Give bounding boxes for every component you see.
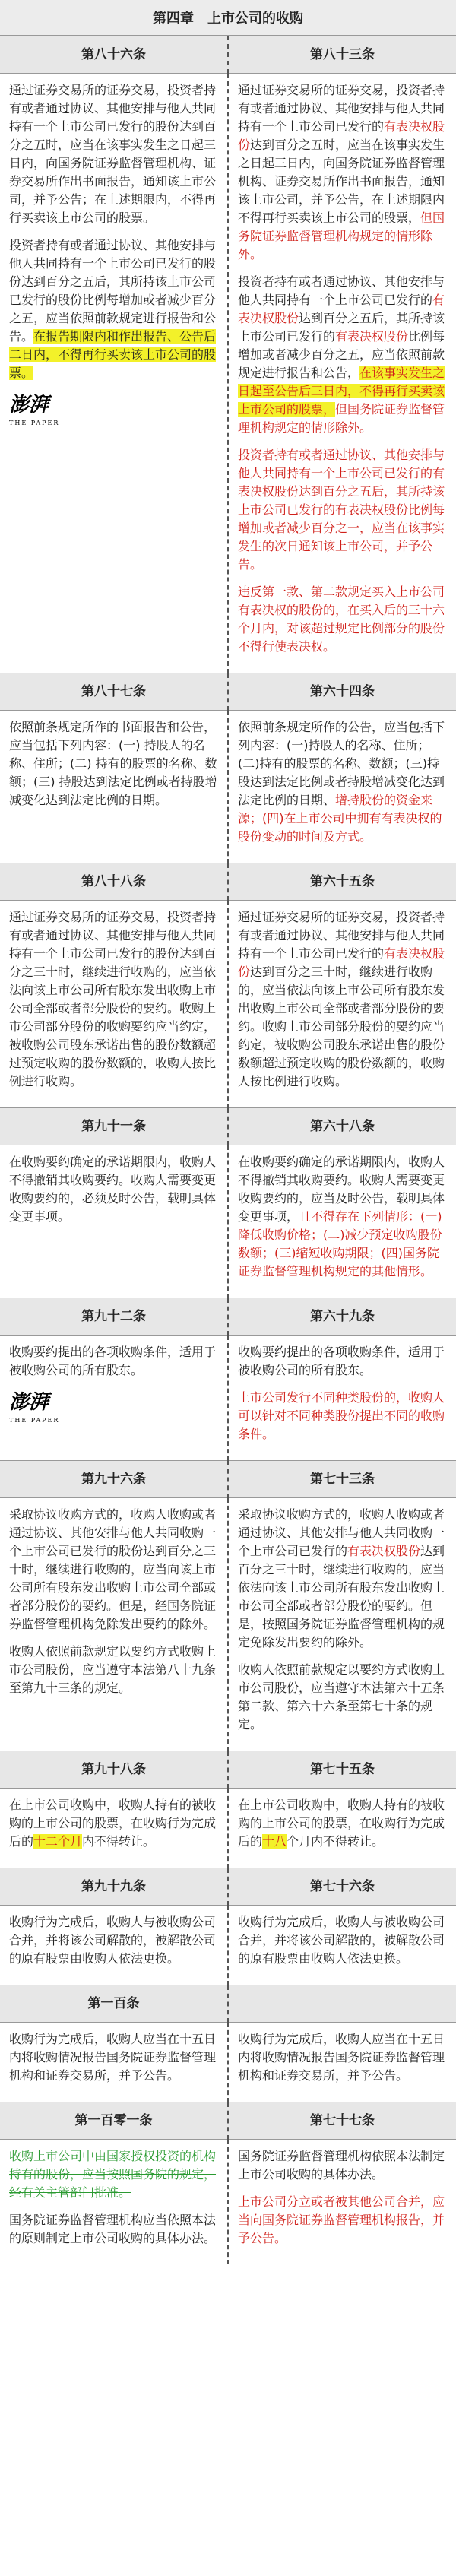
paragraph bbox=[238, 273, 447, 437]
text-run: 有表决权股份 bbox=[238, 119, 445, 152]
paragraph bbox=[238, 583, 447, 656]
new-article-text bbox=[228, 711, 456, 863]
logo-subtitle: THE PAPER bbox=[9, 1417, 60, 1424]
paragraph bbox=[238, 2147, 447, 2184]
paragraph bbox=[9, 236, 218, 382]
text-run: 在报告期限内和作出报告、公告后二日内，不得再行买卖该上市公司的股票。 bbox=[9, 329, 217, 380]
old-article-number: 第九十一条 bbox=[0, 1108, 228, 1145]
text-run: 通过证券交易所的证券交易，投资者持有或者通过协议、其他安排与他人共同持有一个上市公司已发行的股份达到百分之三十时，继续进行收购的，应当依法向该上市公司所有股东发出收购上市公司全部或者部分股份的要约。收购上市公司部分股份的收购要约应当约定，被收购公司股东承诺出售的股份数额超过预定收购的股份数额的，收购人按比例进行收购。 bbox=[9, 910, 217, 1088]
old-article-text bbox=[0, 2023, 228, 2102]
text-run: 通过证券交易所的证券交易，投资者持有或者通过协议、其他安排与他人共同持有一个上市公司已发行的股份达到百分之五时，应当在该事实发生之日起三日内，向国务院证券监督管理机构、证券交易所作出书面报告，通知该上市公司，并予公告；在上述期限内，不得再行买卖该上市公司的股票。 bbox=[9, 83, 217, 225]
article-body-row bbox=[0, 1789, 456, 1868]
text-run: 但国务院证券监督管理机构规定的情形除外。 bbox=[238, 211, 445, 261]
text-run: 达到百分之三十时，继续进行收购的，应当依法向该上市公司所有股东发出收购上市公司全部或者部分股份的要约。收购上市公司部分股份的要约应当约定，被收购公司股东承诺出售的股份数额超过预定收购的股份数额的，收购人按比例进行收购。 bbox=[238, 965, 445, 1088]
new-article-text bbox=[228, 1498, 456, 1751]
text-run: 达到百分之五后，其所持该上市公司已发行的 bbox=[238, 311, 445, 344]
text-run: 投资者持有或者通过协议、其他安排与他人共同持有一个上市公司已发行的股份达到百分之五后，其所持该上市公司已发行的股份比例每增加或者减少百分之五，应当依照前款规定进行报告和公告。 bbox=[9, 238, 217, 344]
text-run: 投资者持有或者通过协议、其他安排与他人共同持有一个上市公司已发行的 bbox=[238, 274, 445, 307]
old-article-number: 第九十二条 bbox=[0, 1298, 228, 1336]
old-article-number: 第八十八条 bbox=[0, 863, 228, 901]
article-header-row bbox=[0, 1751, 456, 1789]
paragraph bbox=[238, 446, 447, 574]
text-run: 收购上市公司中由国家授权投资的机构持有的股份，应当按照国务院的规定，经有关主管部门批准。 bbox=[9, 2149, 217, 2200]
new-article-text bbox=[228, 1145, 456, 1298]
paragraph bbox=[9, 1913, 218, 1968]
text-run: 国务院证券监督管理机构依照本法制定上市公司收购的具体办法。 bbox=[238, 2149, 445, 2182]
paragraph bbox=[238, 2030, 447, 2085]
article-header-row bbox=[0, 1461, 456, 1498]
text-run: 在该事实发生之日起至公告后三日内，不得再行买卖该上市公司的股票， bbox=[238, 366, 445, 417]
thepaper-logo bbox=[9, 396, 218, 433]
paragraph bbox=[238, 81, 447, 264]
article-body-row bbox=[0, 901, 456, 1108]
new-article-number: 第八十三条 bbox=[228, 36, 456, 74]
paragraph bbox=[9, 718, 218, 810]
old-article-number: 第九十六条 bbox=[0, 1461, 228, 1498]
new-article-text bbox=[228, 2140, 456, 2265]
new-article-number: 第六十四条 bbox=[228, 673, 456, 711]
text-run: 收购行为完成后，收购人与被收购公司合并，并将该公司解散的，被解散公司的原有股票由收购人依法更换。 bbox=[238, 1915, 445, 1966]
article-body-row bbox=[0, 711, 456, 863]
text-run: 通过证券交易所的证券交易，投资者持有或者通过协议、其他安排与他人共同持有一个上市公司已发行的 bbox=[238, 910, 445, 961]
article-header-row bbox=[0, 1108, 456, 1145]
text-run: 有表决权股份 bbox=[238, 946, 445, 979]
thepaper-logo bbox=[9, 1393, 218, 1430]
new-article-text bbox=[228, 2023, 456, 2102]
paragraph bbox=[238, 1389, 447, 1443]
text-run: 收购人依照前款规定以要约方式收购上市公司股份，应当遵守本法第八十九条至第九十三条的规定。 bbox=[9, 1644, 217, 1695]
text-run: 达到百分之五时，应当在该事实发生之日起三日内，向国务院证券监督管理机构、证券交易所作出书面报告，通知该上市公司，并予公告，在上述期限内不得再行买卖该上市公司的股票， bbox=[238, 138, 445, 225]
article-header-row bbox=[0, 36, 456, 74]
new-article-number: 第六十五条 bbox=[228, 863, 456, 901]
new-article-text bbox=[228, 1336, 456, 1461]
new-article-number: 第七十六条 bbox=[228, 1868, 456, 1906]
old-article-number: 第九十九条 bbox=[0, 1868, 228, 1906]
new-article-number: 第六十八条 bbox=[228, 1108, 456, 1145]
paragraph bbox=[238, 718, 447, 846]
logo-subtitle: THE PAPER bbox=[9, 420, 60, 426]
old-article-number: 第一百条 bbox=[0, 1985, 228, 2023]
text-run: 收购要约提出的各项收购条件，适用于被收购公司的所有股东。 bbox=[238, 1345, 445, 1377]
text-run: 采取协议收购方式的，收购人收购或者通过协议、其他安排与他人共同收购一个上市公司已发行的 bbox=[238, 1507, 445, 1558]
paragraph bbox=[238, 1343, 447, 1380]
text-run: 采取协议收购方式的，收购人收购或者通过协议、其他安排与他人共同收购一个上市公司已发行的股份达到百分之三十时，继续进行收购的，应当向该上市公司所有股东发出收购上市公司全部或者部分股份的要约。但是，经国务院证券监督管理机构免除发出要约的除外。 bbox=[9, 1507, 217, 1631]
old-article-number: 第一百零一条 bbox=[0, 2102, 228, 2140]
text-run: 收购人依照前款规定以要约方式收购上市公司股份，应当遵守本法第六十五条第二款、第六十六条至第七十条的规定。 bbox=[238, 1662, 445, 1732]
new-article-number: 第七十五条 bbox=[228, 1751, 456, 1789]
comparison-table bbox=[0, 36, 456, 2264]
text-run: 上市公司发行不同种类股份的，收购人可以针对不同种类股份提出不同的收购条件。 bbox=[238, 1390, 445, 1441]
paragraph bbox=[238, 1913, 447, 1968]
text-run: 收购行为完成后，收购人应当在十五日内将收购情况报告国务院证券监督管理机构和证券交易所，并予公告。 bbox=[238, 2032, 445, 2083]
paragraph bbox=[9, 81, 218, 227]
new-article-number: 第七十七条 bbox=[228, 2102, 456, 2140]
old-article-text bbox=[0, 1789, 228, 1868]
old-article-text bbox=[0, 2140, 228, 2265]
article-header-row bbox=[0, 863, 456, 901]
text-run: 达到百分之三十时，继续进行收购的，应当依法向该上市公司所有股东发出收购上市公司全部或者部分股份的要约。但是，按照国务院证券监督管理机构的规定免除发出要约的除外。 bbox=[238, 1544, 445, 1649]
new-article-number: 第六十九条 bbox=[228, 1298, 456, 1336]
text-run: 十八 bbox=[262, 1834, 287, 1849]
text-run: 上市公司分立或者被其他公司合并，应当向国务院证券监督管理机构报告，并予公告。 bbox=[238, 2194, 445, 2245]
old-article-text bbox=[0, 711, 228, 863]
paragraph bbox=[238, 2193, 447, 2248]
text-run: 在上市公司收购中，收购人持有的被收购的上市公司的股票，在收购行为完成后的 bbox=[238, 1798, 445, 1849]
text-run: 但国务院证券监督管理机构规定的情形除外。 bbox=[238, 402, 445, 435]
paragraph bbox=[9, 2147, 218, 2202]
text-run: 违反第一款、第二款规定买入上市公司有表决权的股份的，在买入后的三十六个月内，对该超过规定比例部分的股份不得行使表决权。 bbox=[238, 585, 445, 654]
text-run: 在收购要约确定的承诺期限内，收购人不得撤销其收购要约。收购人需要变更收购要约的，应当及时公告，载明具体变更事项， bbox=[238, 1155, 445, 1224]
old-article-text bbox=[0, 1498, 228, 1751]
text-run: 内不得转让。 bbox=[82, 1834, 156, 1849]
article-body-row bbox=[0, 1906, 456, 1985]
text-run: 投资者持有或者通过协议、其他安排与他人共同持有一个上市公司已发行的有表决权股份达到百分之五后，其所持该上市公司已发行的有表决权股份比例每增加或者减少百分之一，应当在该事实发生的次日通知该上市公司，并予公告。 bbox=[238, 448, 445, 572]
paragraph bbox=[9, 1153, 218, 1226]
text-run: 国务院证券监督管理机构应当依照本法的原则制定上市公司收购的具体办法。 bbox=[9, 2213, 217, 2245]
article-body-row bbox=[0, 2023, 456, 2102]
text-run: 收购要约提出的各项收购条件，适用于被收购公司的所有股东。 bbox=[9, 1345, 217, 1377]
text-run: 增持股份的资金来源；(四)在上市公司中拥有有表决权的股份变动的时间及方式。 bbox=[238, 793, 442, 844]
paragraph bbox=[238, 908, 447, 1091]
paragraph bbox=[9, 2211, 218, 2248]
text-run: 十二个月 bbox=[33, 1834, 83, 1849]
paragraph bbox=[9, 1796, 218, 1851]
paragraph bbox=[9, 1343, 218, 1380]
text-run: 比例每增加或者减少百分之五，应当依照前款规定进行报告和公告， bbox=[238, 329, 445, 380]
new-article-text bbox=[228, 901, 456, 1108]
article-header-row bbox=[0, 673, 456, 711]
article-header-row bbox=[0, 1298, 456, 1336]
text-run: 依照前条规定所作的书面报告和公告，应当包括下列内容：(一) 持股人的名称、住所；(二) 持有的股票的名称、数额；(三) 持股达到法定比例或者持股增减变化达到法定比例的日期。 bbox=[9, 720, 217, 807]
old-article-text bbox=[0, 1906, 228, 1985]
text-run: 收购行为完成后，收购人与被收购公司合并，并将该公司解散的，被解散公司的原有股票由收购人依法更换。 bbox=[9, 1915, 217, 1966]
text-run: 在收购要约确定的承诺期限内，收购人不得撤销其收购要约。收购人需要变更收购要约的，必须及时公告，载明具体变更事项。 bbox=[9, 1155, 217, 1224]
article-header-row bbox=[0, 1868, 456, 1906]
article-body-row bbox=[0, 1145, 456, 1298]
paragraph bbox=[9, 1643, 218, 1697]
new-article-text bbox=[228, 1906, 456, 1985]
article-body-row bbox=[0, 1498, 456, 1751]
new-article-text bbox=[228, 74, 456, 673]
new-article-number bbox=[228, 1985, 456, 2023]
paragraph bbox=[9, 1506, 218, 1633]
paragraph bbox=[9, 2030, 218, 2085]
article-body-row bbox=[0, 2140, 456, 2265]
article-body-row bbox=[0, 74, 456, 673]
article-header-row bbox=[0, 2102, 456, 2140]
old-article-number: 第九十八条 bbox=[0, 1751, 228, 1789]
text-run: 收购行为完成后，收购人应当在十五日内将收购情况报告国务院证券监督管理机构和证券交易所，并予公告。 bbox=[9, 2032, 217, 2083]
article-body-row bbox=[0, 1336, 456, 1461]
new-article-number: 第七十三条 bbox=[228, 1461, 456, 1498]
paragraph bbox=[238, 1153, 447, 1281]
article-header-row bbox=[0, 1985, 456, 2023]
paragraph bbox=[238, 1506, 447, 1652]
logo-text: 澎湃 bbox=[9, 1391, 49, 1414]
text-run: 依照前条规定所作的公告，应当包括下列内容：(一)持股人的名称、住所；(二)持有的股票的名称、数额；(三)持股达到法定比例或者持股增减变化达到法定比例的日期、 bbox=[238, 720, 445, 807]
text-run: 个月内不得转让。 bbox=[287, 1834, 385, 1849]
old-article-text bbox=[0, 901, 228, 1108]
old-article-text bbox=[0, 74, 228, 673]
chapter-title: 第四章 上市公司的收购 bbox=[0, 0, 456, 36]
paragraph bbox=[238, 1796, 447, 1851]
text-run: 在上市公司收购中，收购人持有的被收购的上市公司的股票，在收购行为完成后的 bbox=[9, 1798, 217, 1849]
text-run: 有表决权股份 bbox=[238, 293, 445, 325]
old-article-number: 第八十七条 bbox=[0, 673, 228, 711]
old-article-text bbox=[0, 1145, 228, 1298]
text-run: 且不得存在下列情形：(一)降低收购价格；(二)减少预定收购股份数额；(三)缩短收购期限；(四)国务院证券监督管理机构规定的其他情形。 bbox=[238, 1209, 442, 1278]
new-article-text bbox=[228, 1789, 456, 1868]
paragraph bbox=[238, 1661, 447, 1734]
paragraph bbox=[9, 908, 218, 1091]
logo-text: 澎湃 bbox=[9, 394, 49, 417]
old-article-text bbox=[0, 1336, 228, 1461]
text-run: 有表决权股份 bbox=[347, 1544, 421, 1558]
text-run: 通过证券交易所的证券交易，投资者持有或者通过协议、其他安排与他人共同持有一个上市公司已发行的 bbox=[238, 83, 445, 134]
old-article-number: 第八十六条 bbox=[0, 36, 228, 74]
text-run: 有表决权股份 bbox=[335, 329, 409, 344]
